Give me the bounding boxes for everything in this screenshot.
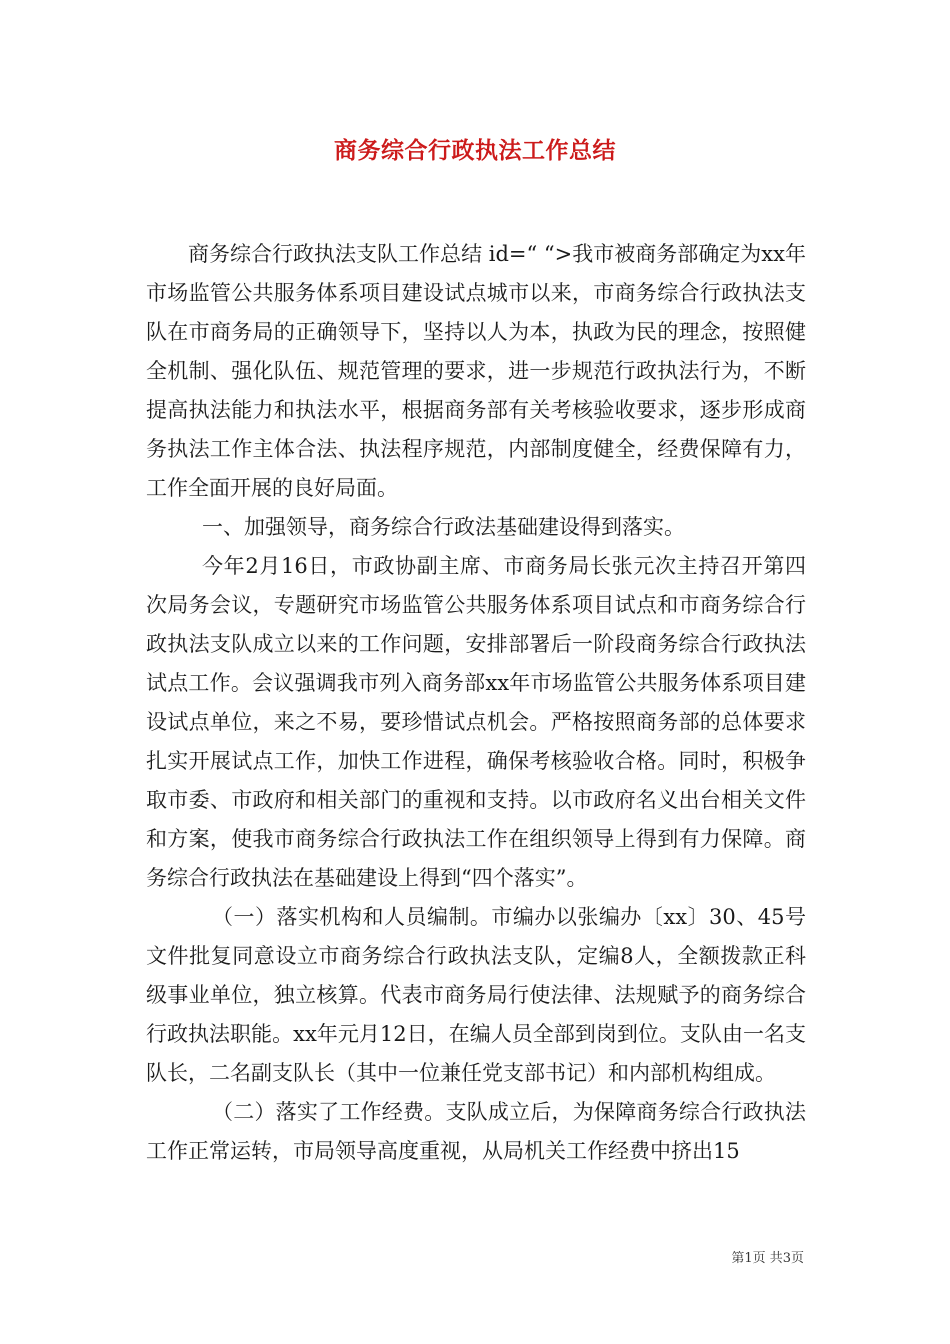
paragraph-intro: 商务综合行政执法支队工作总结 id=“ “>我市被商务部确定为xx年市场监管公共服务体系项目建设试点城市以来，市商务综合行政执法支队在市商务局的正确领导下，坚持以人为本，执政为民的理念，按照健全机制、强化队伍、规范管理的要求，进一步规范行政执法行为，不断提高执法能力和执法水平，根据商务部有关考核验收要求，逐步形成商务执法工作主体合法、执法程序规范，内部制度健全，经费保障有力，工作全面开展的良好局面。 [146,242,806,500]
paragraph-meeting: 今年2月16日，市政协副主席、市商务局长张元次主持召开第四次局务会议，专题研究市场监管公共服务体系项目试点和市商务综合行政执法支队成立以来的工作问题，安排部署后一阶段商务综合行政执法试点工作。会议强调我市列入商务部xx年市场监管公共服务体系项目建设试点单位，来之不易，要珍惜试点机会。严格按照商务部的总体要求扎实开展试点工作，加快工作进程，确保考核验收合格。同时，积极争取市委、市政府和相关部门的重视和支持。以市政府名义出台相关文件和方案，使我市商务综合行政执法工作在组织领导上得到有力保障。商务综合行政执法在基础建设上得到“四个落实”。 [146,554,806,890]
page-number: 第1页 共3页 [731,1251,804,1266]
paragraph-item-2: （二）落实了工作经费。支队成立后，为保障商务综合行政执法工作正常运转，市局领导高度重视，从局机关工作经费中挤出15 [146,1100,806,1163]
paragraph-item-1: （一）落实机构和人员编制。市编办以张编办〔xx〕30、45号文件批复同意设立市商务综合行政执法支队，定编8人，全额拨款正科级事业单位，独立核算。代表市商务局行使法律、法规赋予的商务综合行政执法职能。xx年元月12日，在编人员全部到岗到位。支队由一名支队长，二名副支队长（其中一位兼任党支部书记）和内部机构组成。 [146,905,806,1085]
section-heading: 一、加强领导，商务综合行政法基础建设得到落实。 [202,515,685,539]
document-body [146,235,806,1171]
document-title: 商务综合行政执法工作总结 [334,137,616,164]
